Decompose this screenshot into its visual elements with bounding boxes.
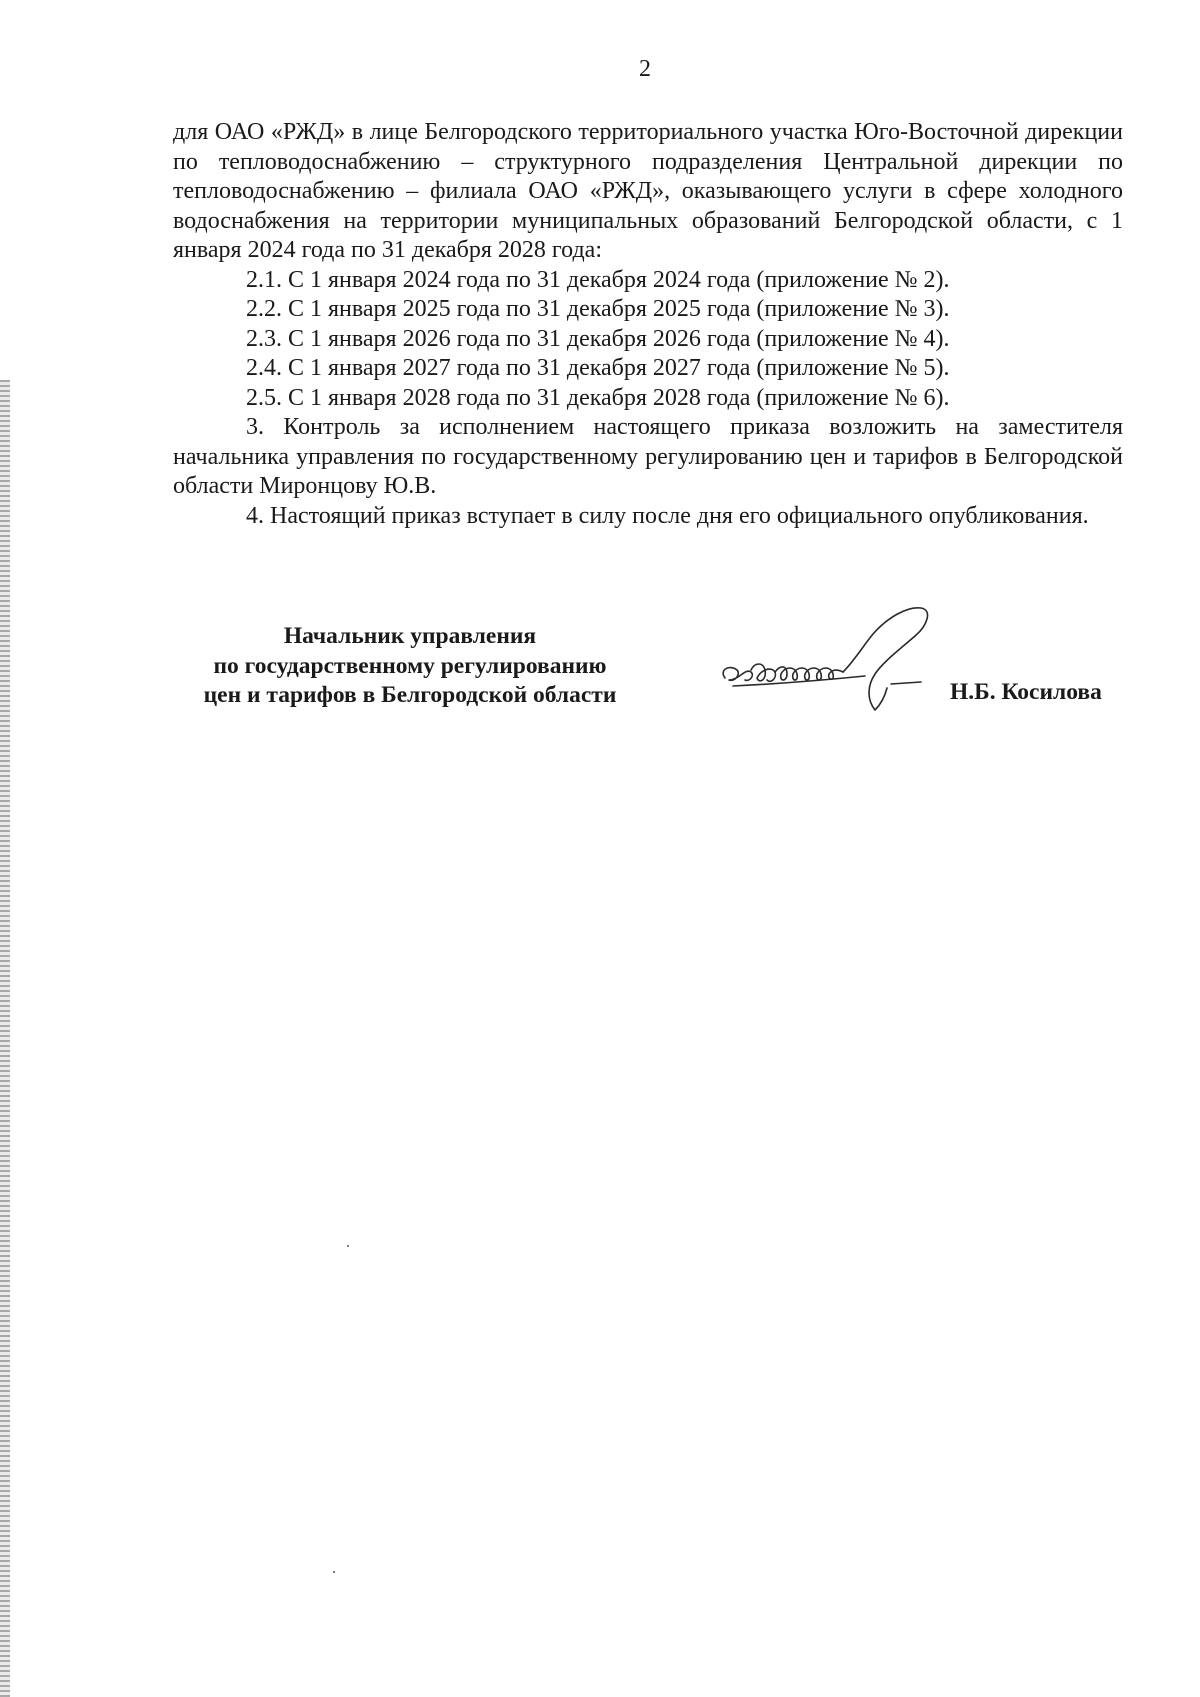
signatory-title bbox=[170, 622, 650, 711]
paragraph-item-2-4: 2.4. С 1 января 2027 года по 31 декабря 2027 года (приложение № 5). bbox=[246, 355, 950, 381]
paragraph-continuation: для ОАО «РЖД» в лице Белгородского территориального участка Юго-Восточной дирекции по тепловодоснабжению – структурного подразделения Центральной дирекции по тепловодоснабжению – филиала ОАО «РЖД», оказывающего услуги в сфере холодного водоснабжения на территории муниципальных образований Белгородской области, с 1 января 2024 года по 31 декабря 2028 года: bbox=[173, 119, 1123, 263]
signatory-title-line: Начальник управления bbox=[283, 623, 537, 649]
paragraph-item-2-5: 2.5. С 1 января 2028 года по 31 декабря 2028 года (приложение № 6). bbox=[246, 384, 950, 411]
handwritten-signature bbox=[715, 600, 985, 720]
signatory-title-line: по государственному регулированию bbox=[213, 652, 607, 679]
signatory-title-line: цен и тарифов в Белгородской области bbox=[203, 682, 617, 708]
paragraph-item-2-2: 2.2. С 1 января 2025 года по 31 декабря 2025 года (приложение № 3). bbox=[246, 296, 950, 322]
scan-edge-artifact bbox=[0, 380, 10, 1697]
scan-speck bbox=[347, 1245, 349, 1247]
paragraph-item-3: 3. Контроль за исполнением настоящего приказа возложить на заместителя начальника управления по государственному регулированию цен и тарифов в Белгородской области Миронцову Ю.В. bbox=[173, 414, 1123, 499]
paragraph-item-2-3: 2.3. С 1 января 2026 года по 31 декабря 2026 года (приложение № 4). bbox=[246, 325, 950, 352]
document-body bbox=[173, 118, 1123, 531]
paragraph-item-4: 4. Настоящий приказ вступает в силу после дня его официального опубликования. bbox=[246, 502, 1089, 529]
scan-speck bbox=[333, 1571, 335, 1573]
paragraph-item-2-1: 2.1. С 1 января 2024 года по 31 декабря 2024 года (приложение № 2). bbox=[246, 266, 950, 293]
signatory-name: Н.Б. Косилова bbox=[950, 679, 1102, 705]
page-number: 2 bbox=[639, 56, 651, 82]
